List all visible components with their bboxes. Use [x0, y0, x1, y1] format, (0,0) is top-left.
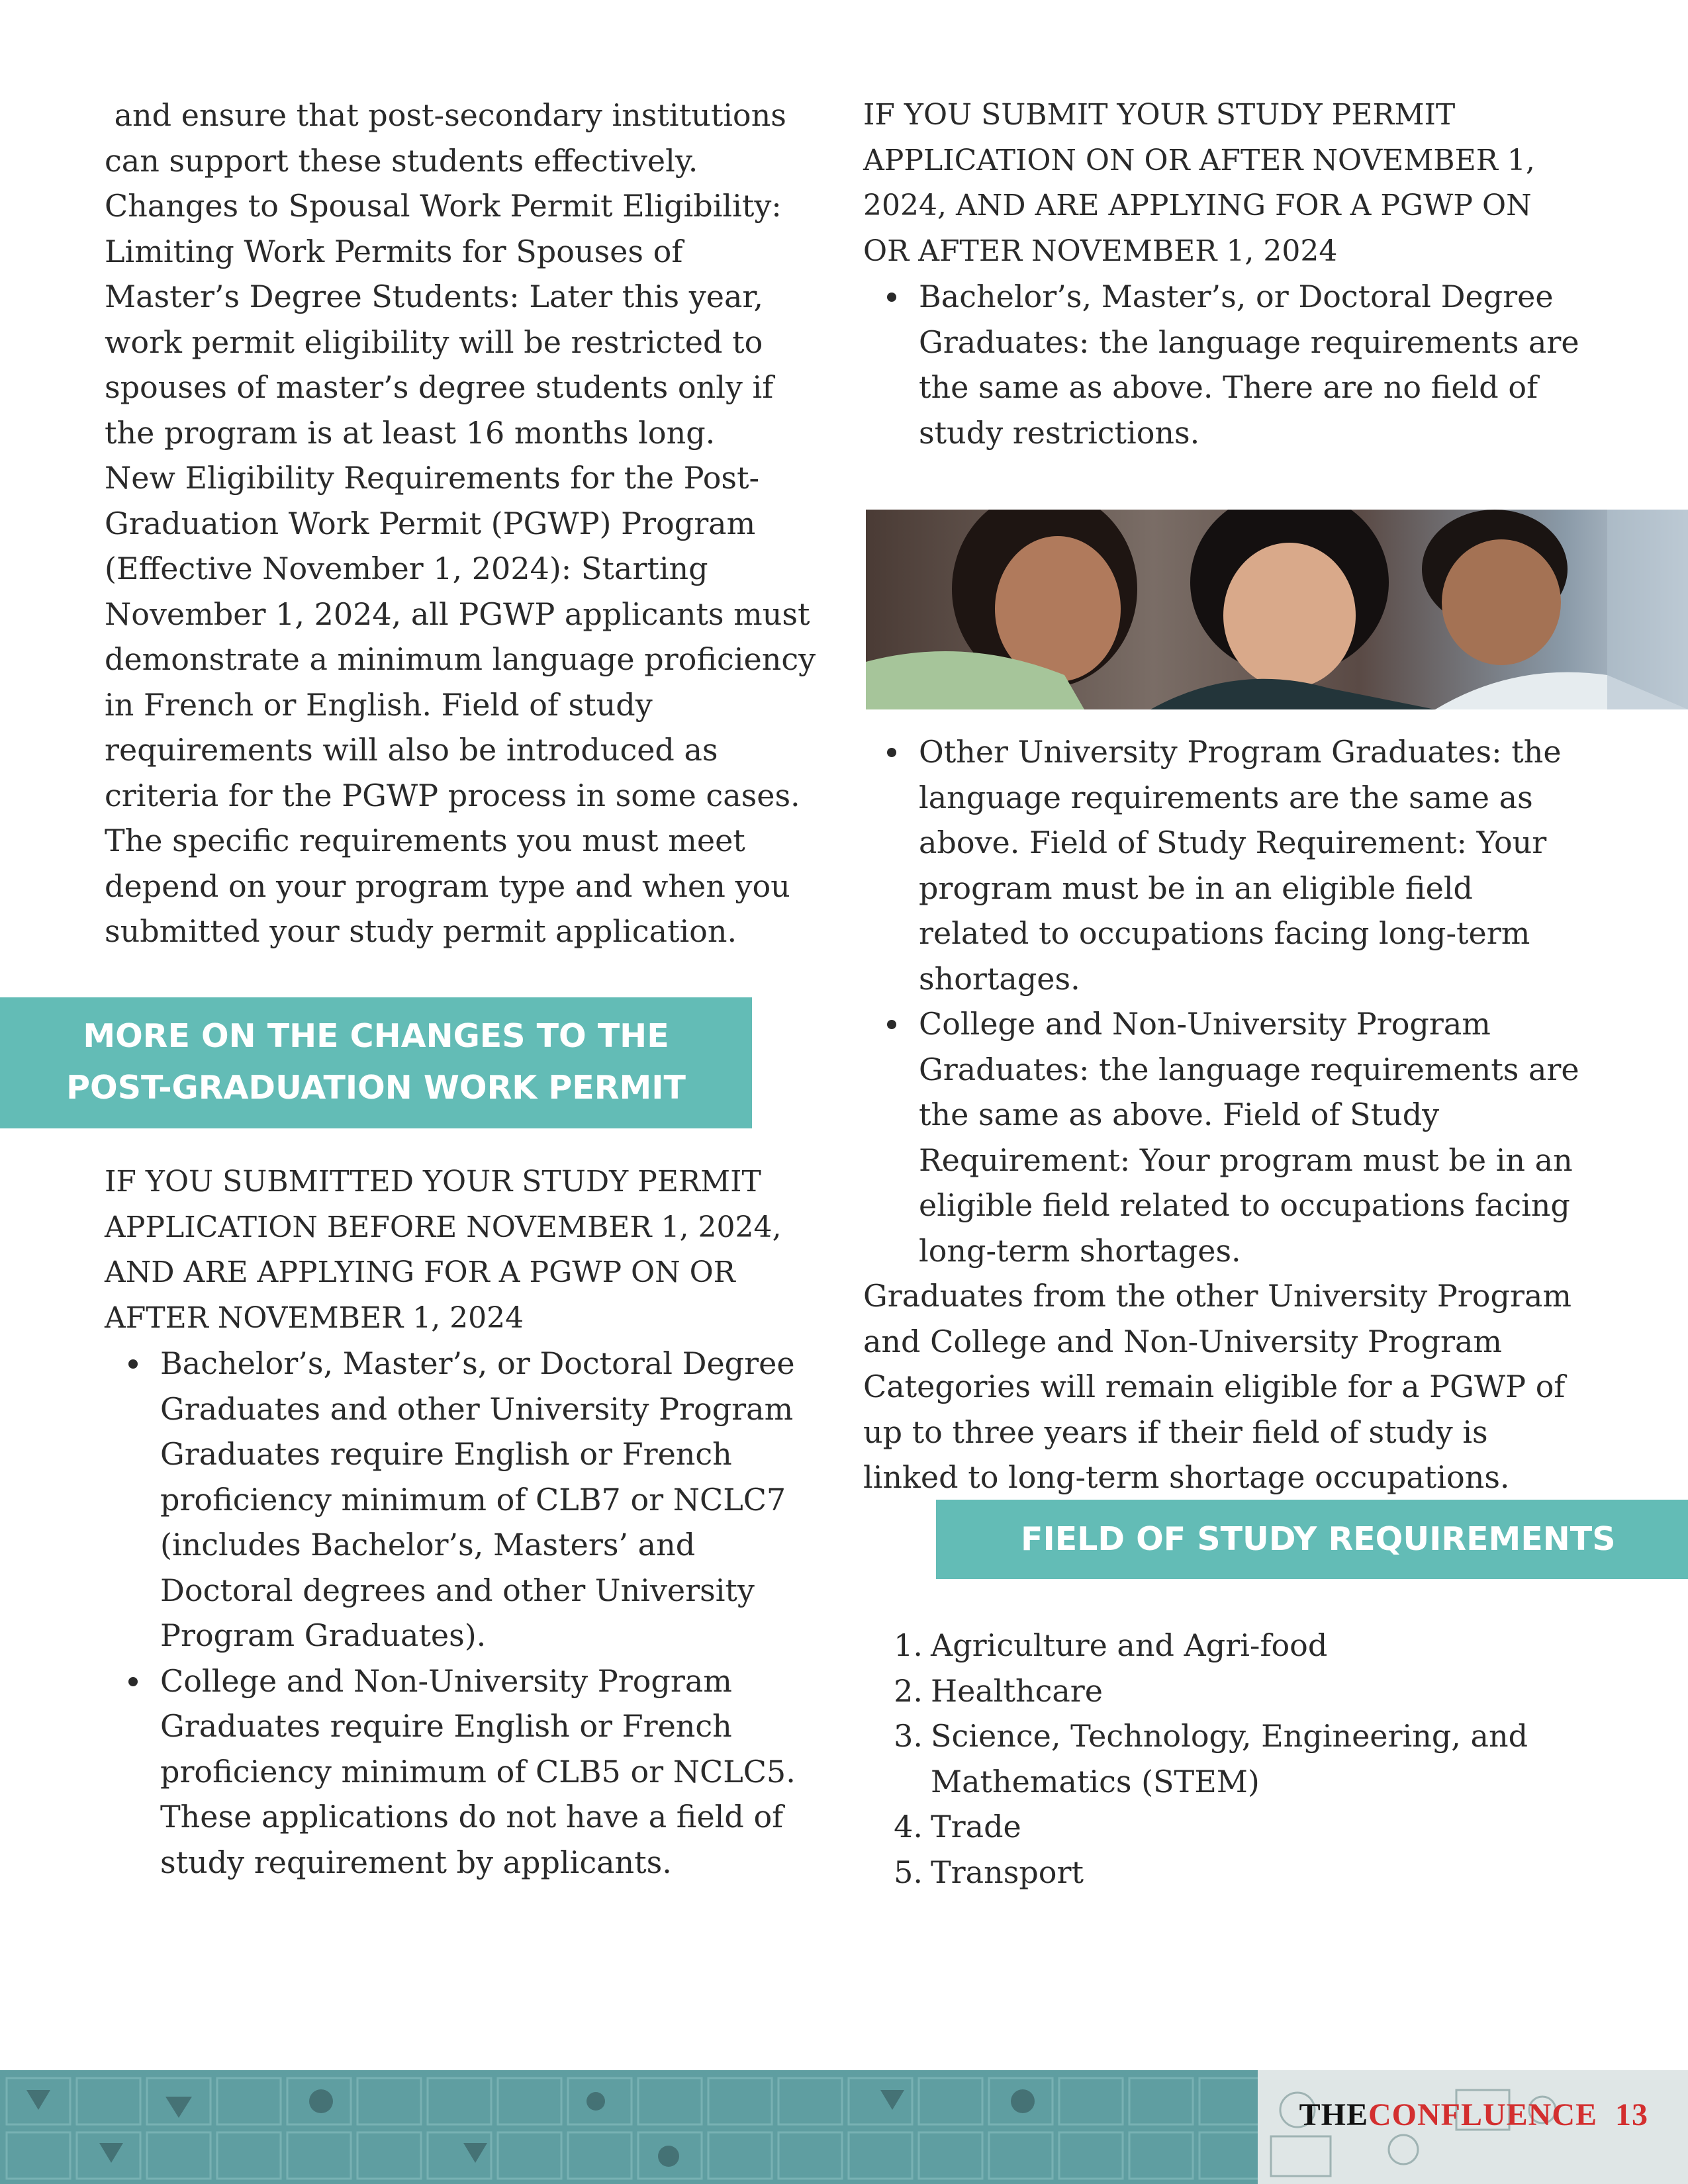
list-item: Bachelor’s, Master’s, or Doctoral Degree Graduates: the language requirements are the same as above. There are no field of study restrictions.	[919, 274, 1585, 455]
section-heading-line-2: POST-GRADUATION WORK PERMIT	[66, 1069, 686, 1107]
list-item: Other University Program Graduates: the language requirements are the same as above. Field of Study Requirement: Your program must be in an eligible field related to occupations facing long-term shortages.	[919, 729, 1585, 1001]
field-label: Trade	[931, 1809, 1021, 1844]
after-nov-bullets-2	[863, 729, 1585, 1273]
list-number: 5.	[894, 1854, 923, 1890]
fields-list-container	[871, 1623, 1599, 1895]
list-number: 2.	[894, 1672, 923, 1709]
right-column-after-nov	[863, 93, 1585, 455]
before-nov-bullets	[105, 1341, 826, 1885]
closing-paragraph: Graduates from the other University Program and College and Non-University Program Categories will remain eligible for a PGWP of up to three years if their field of study is linked to long-term shortage occupations.	[863, 1278, 1571, 1495]
intro-paragraph-1: and ensure that post-secondary institutions can support these students effectively.	[105, 97, 796, 179]
after-nov-bullets-1	[863, 274, 1585, 455]
field-label: Transport	[931, 1854, 1084, 1890]
intro-paragraph-2: Changes to Spousal Work Permit Eligibility: Limiting Work Permits for Spouses of Master’s Degree Students: Later this year, work permit eligibility will be restricted to spouses of master’s degree students only if the program is at least 16 months long.	[105, 188, 782, 451]
fields-list	[871, 1623, 1599, 1895]
list-number: 3.	[894, 1718, 923, 1754]
students-photo-illustration	[866, 510, 1688, 709]
page-number: 13	[1615, 2097, 1648, 2132]
list-item: College and Non-University Program Graduates: the language requirements are the same as above. Field of Study Requirement: Your program must be in an eligible field related to occupations facing long-term shortages.	[919, 1001, 1585, 1273]
field-label: Healthcare	[931, 1672, 1103, 1709]
list-item	[871, 1623, 1599, 1668]
field-label: Science, Technology, Engineering, and Mathematics (STEM)	[931, 1718, 1528, 1799]
after-nov-heading: IF YOU SUBMIT YOUR STUDY PERMIT APPLICATION ON OR AFTER NOVEMBER 1, 2024, AND ARE APPLYING FOR A PGWP ON OR AFTER NOVEMBER 1, 2024	[863, 98, 1535, 268]
list-item	[871, 1668, 1599, 1714]
intro-paragraph-3: New Eligibility Requirements for the Post-Graduation Work Permit (PGWP) Program (Effective November 1, 2024): Starting November 1, 2024, all PGWP applicants must demonstrate a minimum language proficiency in French or English. Field of study requirements will also be introduced as criteria for the PGWP process in some cases. The specific requirements you must meet depend on your program type and when you submitted your study permit application.	[105, 460, 816, 949]
list-number: 4.	[894, 1809, 923, 1844]
list-item: Bachelor’s, Master’s, or Doctoral Degree Graduates and other University Program Graduates require English or French proficiency minimum of CLB7 or NCLC7 (includes Bachelor’s, Masters’ and Doctoral degrees and other University Program Graduates).	[160, 1341, 826, 1659]
footer-banner	[0, 2070, 1688, 2184]
list-item	[871, 1713, 1599, 1804]
field-label: Agriculture and Agri-food	[931, 1627, 1328, 1663]
left-column-before-nov	[105, 1160, 826, 1885]
section-heading-line-1: MORE ON THE CHANGES TO THE	[83, 1017, 669, 1055]
fields-heading-text: FIELD OF STUDY REQUIREMENTS	[1021, 1520, 1616, 1558]
left-column-intro	[105, 93, 826, 954]
list-item	[871, 1804, 1599, 1850]
right-column-other-programs	[863, 729, 1585, 1500]
brand-the: THE	[1299, 2097, 1368, 2132]
list-item: College and Non-University Program Graduates require English or French proficiency minimum of CLB5 or NCLC5. These applications do not have a field of study requirement by applicants.	[160, 1659, 826, 1886]
students-photo	[866, 510, 1688, 709]
list-item	[871, 1850, 1599, 1895]
list-number: 1.	[894, 1627, 923, 1663]
before-nov-heading: IF YOU SUBMITTED YOUR STUDY PERMIT APPLICATION BEFORE NOVEMBER 1, 2024, AND ARE APPLYING FOR A PGWP ON OR AFTER NOVEMBER 1, 2024	[105, 1165, 782, 1335]
brand-name: CONFLUENCE	[1368, 2097, 1597, 2132]
footer-brand	[1299, 2097, 1648, 2133]
section-heading-fields	[936, 1500, 1688, 1579]
section-heading-pgwp	[0, 997, 752, 1128]
